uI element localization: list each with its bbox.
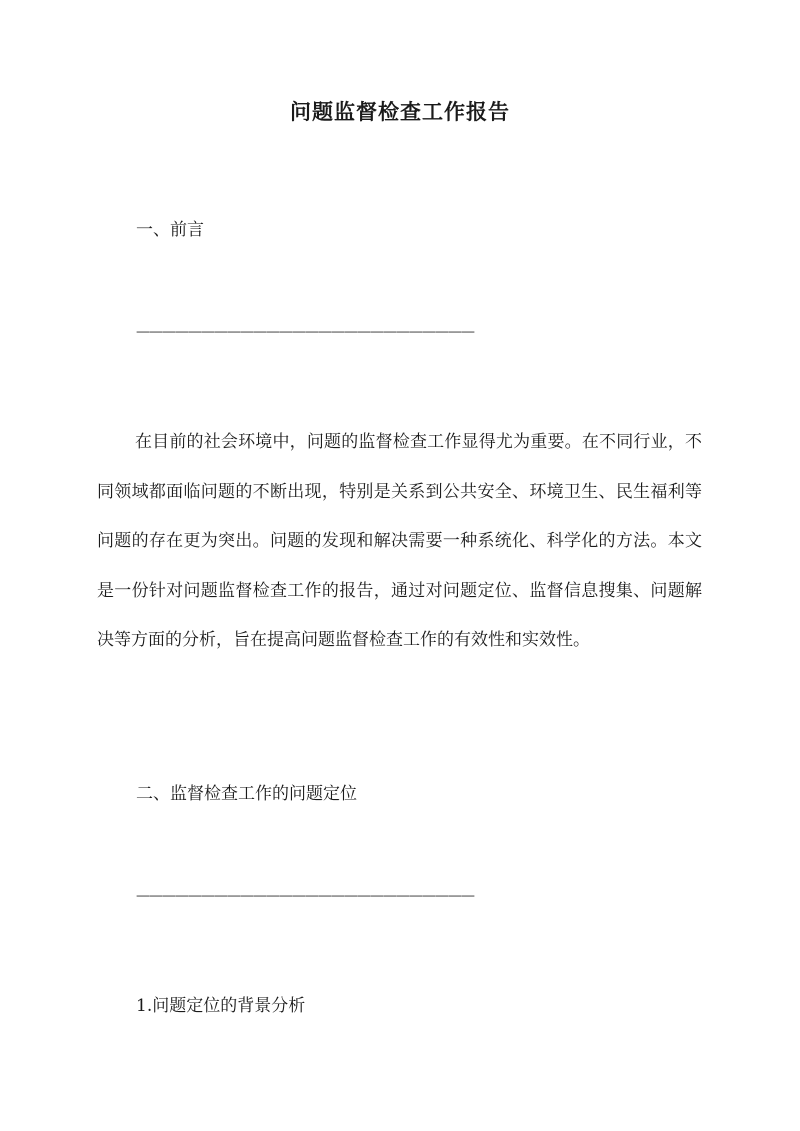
document-title: 问题监督检查工作报告 (290, 99, 510, 124)
section-heading-preface: 一、前言 (136, 220, 204, 240)
preface-paragraph: 在目前的社会环境中，问题的监督检查工作显得尤为重要。在不同行业，不同领域都面临问题的不断出现，特别是关系到公共安全、环境卫生、民生福利等问题的存在更为突出。问题的发现和解决需要一种系统化、科学化的方法。本文是一份针对问题监督检查工作的报告，通过对问题定位、监督信息搜集、问题解决等方面的分析，旨在提高问题监督检查工作的有效性和实效性。 (97, 432, 702, 650)
subsection-heading-background: 1.问题定位的背景分析 (136, 996, 306, 1016)
section-divider: —————————————————————————— (136, 324, 474, 340)
section-heading-problem-positioning: 二、监督检查工作的问题定位 (136, 784, 357, 804)
section-divider: —————————————————————————— (136, 888, 474, 904)
